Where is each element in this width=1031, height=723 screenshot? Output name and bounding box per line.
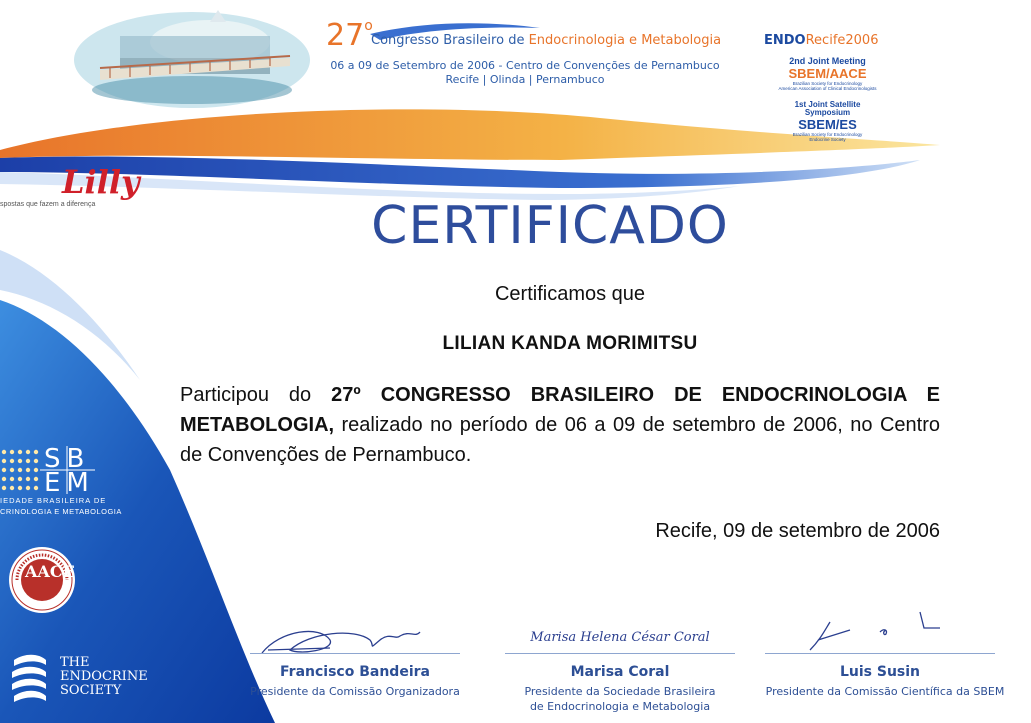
signature-marisa: Marisa Helena César Coral — [530, 630, 710, 645]
sbem-logo-sb: SB — [44, 444, 91, 474]
joint-meeting-line1: Brazilian Society for Endocrinology — [792, 81, 863, 86]
congress-title: Congresso Brasileiro de Endocrinologia e Metabologia — [371, 33, 722, 48]
satellite-line3: Brazilian Society for Endocrinology — [792, 132, 863, 137]
endocrine-society-1: THE — [60, 655, 90, 670]
endocrine-society-2: ENDOCRINE — [60, 669, 148, 684]
signature-line-2 — [505, 653, 735, 654]
signature-line-3 — [765, 653, 995, 654]
signature-line-1 — [250, 653, 460, 654]
signatory-role-2: Presidente da Sociedade Brasileira de Endocrinologia e Metabologia — [524, 685, 716, 713]
joint-meeting-line2: American Association of Clinical Endocrinologists — [778, 86, 877, 91]
sbem-logo-em: EM — [44, 468, 95, 498]
certificate-title: CERTIFICADO — [371, 196, 729, 256]
endocrine-society-3: SOCIETY — [60, 683, 122, 698]
congress-dates: 06 a 09 de Setembro de 2006 - Centro de Convenções de Pernambuco — [330, 59, 720, 72]
signatory-role-1: Presidente da Comissão Organizadora — [250, 685, 460, 698]
certificate-intro: Certificamos que — [494, 283, 646, 305]
congress-number: 27$^o$ — [326, 18, 373, 53]
signatory-name-3: Luis Susin — [839, 664, 921, 680]
satellite-line4: Endocrine Society — [809, 137, 846, 142]
sbem-text-2: CRINOLOGIA E METABOLOGIA — [0, 507, 122, 516]
signatory-role-3: Presidente da Comissão Científica da SBEM — [765, 685, 1005, 698]
satellite-line1: 1st Joint Satellite — [794, 100, 861, 109]
congress-cities: Recife | Olinda | Pernambuco — [445, 73, 605, 86]
lilly-tagline: spostas que fazem a diferença — [0, 201, 96, 208]
signatory-name-2: Marisa Coral — [570, 664, 670, 680]
joint-meeting-label: 2nd Joint Meeting — [789, 56, 866, 66]
satellite-orgs: SBEM/ES — [798, 117, 857, 132]
place-and-date: Recife, 09 de setembro de 2006 — [655, 520, 940, 542]
satellite-line2: Symposium — [804, 108, 851, 117]
signatory-name-1: Francisco Bandeira — [280, 664, 430, 680]
aace-logo-text: AACE — [25, 562, 75, 581]
recipient-name: LILIAN KANDA MORIMITSU — [442, 333, 698, 354]
recife-bridge-illustration — [74, 10, 310, 108]
joint-meeting-orgs: SBEM/AACE — [788, 66, 867, 81]
certificate-body: Participou do 27º CONGRESSO BRASILEIRO DE ENDOCRINOLOGIA E METABOLOGIA, realizado no período de 06 a 09 de setembro de 2006, no Centro de Convenções de Pernambuco. — [180, 384, 940, 466]
sbem-text-1: IEDADE BRASILEIRA DE — [0, 496, 107, 505]
endorecife-logo: ENDORecife2006 — [764, 33, 879, 48]
lilly-logo: Lilly — [62, 163, 140, 201]
